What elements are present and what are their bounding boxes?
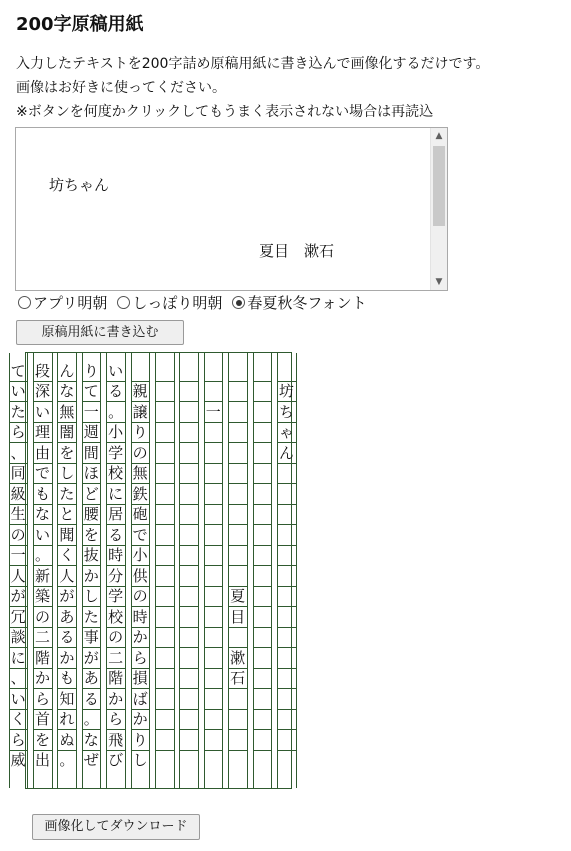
genko-char: 人 (59, 566, 75, 585)
genko-char: が (83, 648, 99, 667)
text-line: 夏目 漱石 (19, 242, 335, 260)
genko-cell-divider (229, 627, 247, 628)
genko-char: ち (278, 402, 294, 421)
genko-cell-divider (278, 483, 296, 484)
genko-char: ば (132, 689, 148, 708)
genko-char: ゃ (278, 423, 294, 441)
genko-cell-divider (156, 422, 174, 423)
genko-char: 無 (132, 464, 148, 482)
genko-char: 時 (132, 607, 148, 626)
font-selector (18, 292, 377, 313)
genko-char: 夏 (230, 587, 246, 605)
genko-char: 週 (83, 423, 99, 441)
genko-char: ら (10, 423, 26, 441)
genko-char: で (132, 525, 148, 544)
genko-char: か (83, 566, 99, 585)
genko-cell-divider (254, 668, 272, 669)
genko-cell-divider (156, 483, 174, 484)
genko-cell-divider (180, 565, 198, 566)
genko-char: 深 (34, 382, 50, 400)
genko-char: 階 (108, 669, 124, 687)
genko-cell-divider (156, 750, 174, 751)
intro-text (16, 52, 489, 124)
genko-char: り (132, 730, 148, 749)
genko-cell-divider (180, 463, 198, 464)
genko-char: 供 (132, 566, 148, 585)
genko-cell-divider (156, 709, 174, 710)
genko-char: か (34, 669, 50, 687)
genko-char: あ (59, 607, 75, 626)
genko-cell-divider (229, 709, 247, 710)
genko-char: 。 (83, 710, 99, 728)
genko-char: 校 (108, 607, 124, 626)
genko-char: 二 (108, 648, 124, 667)
genko-char: 階 (34, 648, 50, 667)
genko-cell-divider (180, 627, 198, 628)
genko-cell-divider (180, 729, 198, 730)
genko-column (277, 353, 297, 788)
genko-cell-divider (156, 586, 174, 587)
genko-char: る (83, 689, 99, 708)
genko-char: 築 (34, 587, 50, 605)
scroll-down-icon[interactable]: ▼ (435, 277, 443, 287)
genko-char: と (59, 505, 75, 523)
genko-char: 砲 (132, 505, 148, 523)
genko-cell-divider (254, 381, 272, 382)
genko-cell-divider (205, 483, 223, 484)
genko-grid (10, 352, 294, 789)
genko-char: ぜ (83, 751, 99, 769)
genko-cell-divider (229, 401, 247, 402)
genko-char: 、 (10, 669, 26, 687)
genko-cell-divider (180, 442, 198, 443)
genko-char: い (34, 525, 50, 544)
genko-column (253, 353, 273, 788)
genko-cell-divider (180, 586, 198, 587)
genko-cell-divider (278, 729, 296, 730)
genko-cell-divider (156, 463, 174, 464)
genko-cell-divider (278, 750, 296, 751)
genko-cell-divider (278, 668, 296, 669)
genko-char: 段 (34, 361, 50, 380)
genko-cell-divider (156, 442, 174, 443)
genko-char: し (132, 751, 148, 769)
text-input-content[interactable] (19, 130, 445, 291)
genko-char: で (34, 464, 50, 482)
genko-char: 親 (132, 382, 148, 400)
font-option-app-mincho[interactable] (18, 292, 107, 313)
genko-char: 。 (108, 402, 124, 421)
genko-char: い (34, 402, 50, 421)
genko-cell-divider (254, 606, 272, 607)
genko-char: も (34, 484, 50, 503)
genko-cell-divider (205, 668, 223, 669)
genko-char: 腰 (83, 505, 99, 523)
genko-cell-divider (205, 627, 223, 628)
write-to-genko-button[interactable]: 原稿用紙に書き込む (16, 320, 184, 345)
genko-cell-divider (156, 565, 174, 566)
genko-cell-divider (180, 524, 198, 525)
genko-cell-divider (229, 463, 247, 464)
genko-char: 坊 (278, 382, 294, 400)
genko-cell-divider (180, 422, 198, 423)
genko-char: 談 (10, 628, 26, 646)
genko-cell-divider (205, 709, 223, 710)
genko-cell-divider (205, 524, 223, 525)
genko-char: て (10, 361, 26, 380)
genko-char: を (34, 730, 50, 749)
text-input-scrollbar[interactable] (430, 128, 447, 290)
genko-cell-divider (278, 565, 296, 566)
genko-char: び (108, 751, 124, 769)
genko-cell-divider (180, 504, 198, 505)
genko-char: 人 (10, 566, 26, 585)
genko-char: る (108, 525, 124, 544)
text-line: 坊ちゃん (19, 176, 110, 194)
genko-cell-divider (180, 606, 198, 607)
genko-cell-divider (156, 401, 174, 402)
genko-cell-divider (278, 627, 296, 628)
genko-char: 譲 (132, 402, 148, 421)
genko-column (228, 353, 248, 788)
genko-char: 。 (34, 546, 50, 564)
genko-column (204, 353, 224, 788)
genko-cell-divider (205, 586, 223, 587)
genko-char: 、 (10, 443, 26, 462)
genko-char: の (10, 525, 26, 544)
genko-cell-divider (254, 586, 272, 587)
genko-cell-divider (180, 545, 198, 546)
genko-char: た (59, 484, 75, 503)
page-title: 200字原稿用紙 (16, 14, 144, 35)
genko-cell-divider (229, 524, 247, 525)
genko-cell-divider (156, 504, 174, 505)
genko-char: く (59, 546, 75, 564)
genko-cell-divider (278, 688, 296, 689)
genko-cell-divider (254, 647, 272, 648)
genko-char: る (59, 628, 75, 646)
genko-char: 事 (83, 628, 99, 646)
font-option-label: アプリ明朝 (33, 294, 108, 312)
genko-char: 冗 (10, 607, 26, 626)
genko-cell-divider (205, 463, 223, 464)
genko-char: ら (132, 648, 148, 667)
genko-cell-divider (205, 422, 223, 423)
genko-char: 石 (230, 669, 246, 687)
genko-cell-divider (156, 381, 174, 382)
genko-cell-divider (254, 463, 272, 464)
font-option-label: しっぽり明朝 (132, 294, 223, 312)
genko-char: ぬ (59, 730, 75, 749)
genko-cell-divider (229, 442, 247, 443)
genko-char: 小 (108, 423, 124, 441)
genko-char: が (59, 587, 75, 605)
genko-char: 級 (10, 484, 26, 503)
genko-cell-divider (254, 422, 272, 423)
genko-cell-divider (229, 381, 247, 382)
genko-char: い (10, 382, 26, 400)
genko-cell-divider (254, 504, 272, 505)
genko-char: ん (278, 443, 294, 462)
genko-cell-divider (156, 606, 174, 607)
genko-cell-divider (254, 483, 272, 484)
genko-cell-divider (254, 688, 272, 689)
genko-cell-divider (229, 504, 247, 505)
genko-cell-divider (278, 524, 296, 525)
genko-char: 生 (10, 505, 26, 523)
genko-cell-divider (156, 524, 174, 525)
genko-cell-divider (278, 647, 296, 648)
genko-cell-divider (205, 606, 223, 607)
genko-cell-divider (229, 729, 247, 730)
genko-cell-divider (205, 504, 223, 505)
genko-cell-divider (254, 709, 272, 710)
genko-char: ら (34, 689, 50, 708)
genko-char: 学 (108, 443, 124, 462)
genko-cell-divider (229, 688, 247, 689)
genko-char: か (132, 628, 148, 646)
text-input[interactable] (15, 127, 448, 291)
genko-char: 一 (10, 546, 26, 564)
genko-cell-divider (254, 524, 272, 525)
genko-char: 分 (108, 566, 124, 585)
genko-cell-divider (229, 565, 247, 566)
genko-column (179, 353, 199, 788)
genko-column (57, 353, 77, 788)
radio-icon[interactable] (117, 296, 130, 309)
genko-cell-divider (180, 401, 198, 402)
genko-cell-divider (180, 688, 198, 689)
download-image-button[interactable]: 画像化してダウンロード (32, 814, 200, 840)
genko-cell-divider (278, 586, 296, 587)
genko-cell-divider (254, 545, 272, 546)
genko-cell-divider (205, 545, 223, 546)
genko-cell-divider (278, 463, 296, 464)
genko-char: な (59, 382, 75, 400)
genko-char: た (10, 402, 26, 421)
genko-char: 聞 (59, 525, 75, 544)
genko-column (9, 353, 29, 788)
genko-char: り (132, 423, 148, 441)
radio-icon[interactable] (18, 296, 31, 309)
genko-char: か (132, 710, 148, 728)
genko-char: し (83, 587, 99, 605)
genko-cell-divider (180, 483, 198, 484)
genko-char: 無 (59, 402, 75, 421)
genko-char: い (108, 361, 124, 380)
genko-char: 二 (34, 628, 50, 646)
genko-char: 漱 (230, 648, 246, 667)
font-option-shippori-mincho[interactable] (117, 292, 222, 313)
genko-cell-divider (205, 750, 223, 751)
genko-char: 居 (108, 505, 124, 523)
genko-char: か (59, 648, 75, 667)
genko-cell-divider (180, 647, 198, 648)
genko-char: 学 (108, 587, 124, 605)
genko-column (82, 353, 102, 788)
genko-cell-divider (205, 381, 223, 382)
genko-column (33, 353, 53, 788)
genko-cell-divider (205, 729, 223, 730)
genko-cell-divider (156, 647, 174, 648)
genko-char: ど (83, 484, 99, 503)
genko-cell-divider (229, 422, 247, 423)
genko-char: て (83, 382, 99, 400)
genko-char: た (83, 607, 99, 626)
genko-char: に (10, 648, 26, 667)
scroll-up-icon[interactable]: ▲ (435, 131, 443, 141)
genko-char: が (10, 587, 26, 605)
genko-char: 知 (59, 689, 75, 708)
genko-char: 鉄 (132, 484, 148, 503)
genko-cell-divider (156, 545, 174, 546)
genko-char: 威 (10, 751, 26, 769)
genko-char: 闇 (59, 423, 75, 441)
genko-cell-divider (156, 627, 174, 628)
genko-char: を (83, 525, 99, 544)
font-option-shunkashuto[interactable] (232, 292, 366, 313)
genko-cell-divider (205, 688, 223, 689)
genko-char: ら (10, 730, 26, 749)
genko-char: の (132, 443, 148, 462)
genko-cell-divider (254, 442, 272, 443)
intro-line: 画像はお好きに使ってください。 (16, 80, 226, 96)
genko-cell-divider (278, 709, 296, 710)
genko-cell-divider (278, 606, 296, 607)
genko-char: の (108, 628, 124, 646)
genko-cell-divider (180, 381, 198, 382)
genko-char: 抜 (83, 546, 99, 564)
font-option-label: 春夏秋冬フォント (247, 294, 367, 312)
genko-cell-divider (254, 401, 272, 402)
genko-char: に (108, 484, 124, 503)
genko-char: を (59, 443, 75, 462)
genko-char: 首 (34, 710, 50, 728)
genko-cell-divider (229, 750, 247, 751)
genko-cell-divider (229, 545, 247, 546)
genko-cell-divider (205, 565, 223, 566)
genko-cell-divider (180, 750, 198, 751)
genko-char: れ (59, 710, 75, 728)
radio-checked-icon[interactable] (232, 296, 245, 309)
genko-char: 同 (10, 464, 26, 482)
genko-cell-divider (278, 545, 296, 546)
genko-char: 一 (205, 402, 221, 421)
genko-char: 校 (108, 464, 124, 482)
genko-cell-divider (156, 729, 174, 730)
genko-char: 飛 (108, 730, 124, 749)
genko-cell-divider (205, 442, 223, 443)
intro-line: 入力したテキストを200字詰め原稿用紙に書き込んで画像化するだけです。 (16, 56, 490, 72)
genko-cell-divider (254, 627, 272, 628)
genko-char: ほ (83, 464, 99, 482)
genko-cell-divider (156, 688, 174, 689)
genko-char: の (34, 607, 50, 626)
genko-char: ら (108, 710, 124, 728)
genko-char: 小 (132, 546, 148, 564)
genko-cell-divider (254, 750, 272, 751)
genko-column (155, 353, 175, 788)
genko-paper-image (10, 352, 294, 789)
genko-column (131, 353, 151, 788)
genko-char: 。 (59, 751, 75, 769)
intro-line: ※ボタンを何度かクリックしてもうまく表示されない場合は再読込 (16, 104, 434, 120)
genko-char: 目 (230, 607, 246, 626)
genko-cell-divider (254, 729, 272, 730)
genko-char: 理 (34, 423, 50, 441)
genko-char: 時 (108, 546, 124, 564)
genko-char: も (59, 669, 75, 687)
genko-char: る (108, 382, 124, 400)
genko-char: く (10, 710, 26, 728)
genko-char: し (59, 464, 75, 482)
genko-cell-divider (229, 483, 247, 484)
genko-cell-divider (180, 668, 198, 669)
genko-char: な (34, 505, 50, 523)
genko-char: 出 (34, 751, 50, 769)
genko-char: 一 (83, 402, 99, 421)
genko-char: 由 (34, 443, 50, 462)
genko-char: 新 (34, 566, 50, 585)
genko-cell-divider (205, 647, 223, 648)
genko-char: い (10, 689, 26, 708)
genko-cell-divider (278, 504, 296, 505)
genko-char: 損 (132, 669, 148, 687)
genko-char: な (83, 730, 99, 749)
genko-char: の (132, 587, 148, 605)
genko-char: 間 (83, 443, 99, 462)
genko-cell-divider (254, 565, 272, 566)
genko-char: ん (59, 361, 75, 380)
genko-char: あ (83, 669, 99, 687)
genko-column (106, 353, 126, 788)
genko-cell-divider (156, 668, 174, 669)
scroll-thumb[interactable] (433, 146, 445, 226)
genko-cell-divider (180, 709, 198, 710)
genko-char: か (108, 689, 124, 708)
genko-char: り (83, 361, 99, 380)
